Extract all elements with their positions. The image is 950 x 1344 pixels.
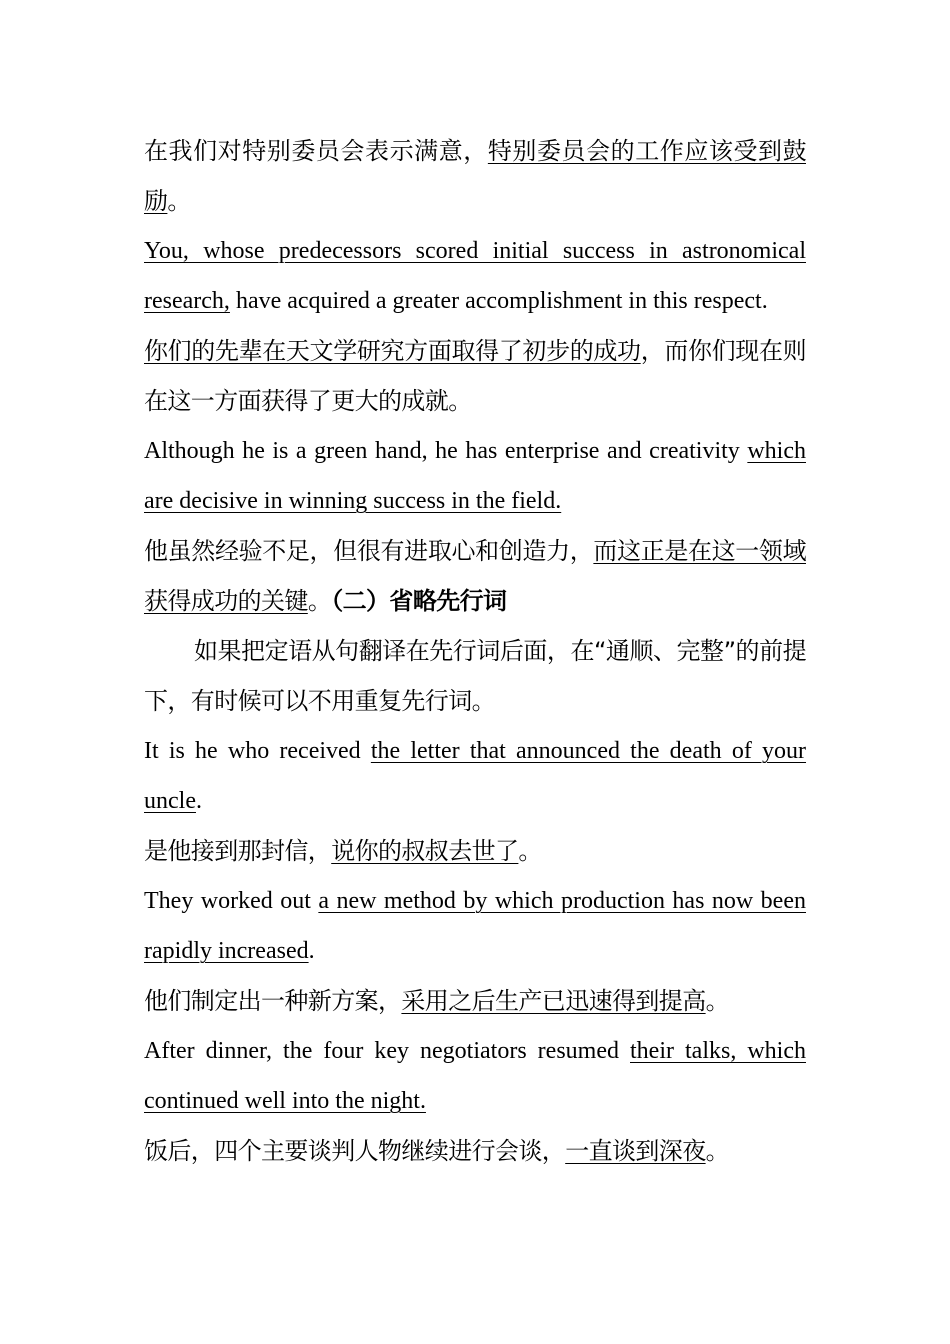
paragraph-en (144, 1026, 806, 1126)
text-run: 他虽然经验不足，但很有进取心和创造力， (144, 537, 594, 565)
text-run: 是他接到那封信， (144, 837, 332, 865)
text-run: 他们制定出一种新方案， (144, 987, 402, 1015)
underlined-run: You, whose predecessors scored initial success in astronomical research, (144, 238, 806, 314)
paragraph-en (144, 876, 806, 976)
paragraph-en (144, 426, 806, 526)
paragraph-zh-indented (144, 626, 806, 726)
text-run: 如果把定语从句翻译在先行词后面，在“通顺、完整”的前提下，有时候可以不用重复先行词。 (144, 637, 806, 715)
underlined-run: the letter that announced the death of your uncle (144, 738, 807, 814)
underlined-run: 说你的叔叔去世了 (331, 837, 519, 865)
text-run: 。 (705, 1137, 730, 1165)
paragraph-en (144, 226, 806, 326)
underlined-run: which are decisive in winning success in the field. (144, 438, 806, 514)
text-run: 。 (307, 587, 332, 615)
paragraph-zh (144, 1126, 806, 1176)
underlined-run: 特别委员会的工作应该受到鼓励 (144, 137, 806, 215)
text-run: Although he is a green hand, he has enterprise and creativity (144, 438, 748, 464)
text-run: . (308, 938, 315, 964)
text-run: They worked out (144, 888, 319, 914)
text-run: . (195, 788, 202, 814)
document-page (144, 126, 806, 1176)
paragraph-zh (144, 976, 806, 1026)
section-heading: （二）省略先行词 (331, 587, 507, 615)
text-run: have acquired a greater accomplishment in this respect. (229, 288, 768, 314)
text-run: After dinner, the four key negotiators resumed (144, 1038, 630, 1064)
paragraph-zh (144, 526, 806, 626)
text-run: ，而你们现在则在这一方面获得了更大的成就。 (144, 337, 806, 415)
paragraph-en (144, 726, 806, 826)
paragraph-zh (144, 826, 806, 876)
text-run: 在我们对特别委员会表示满意， (144, 137, 488, 165)
underlined-run: 采用之后生产已迅速得到提高 (401, 987, 706, 1015)
paragraph-zh (144, 126, 806, 226)
text-run: 。 (167, 187, 191, 215)
underlined-run: 一直谈到深夜 (565, 1137, 706, 1165)
text-run: 。 (518, 837, 542, 865)
text-run: 。 (705, 987, 730, 1015)
underlined-run: their talks, which continued well into the night. (144, 1038, 806, 1114)
text-run: It is he who received (144, 738, 371, 764)
underlined-run: a new method by which production has now been rapidly increased (144, 888, 806, 964)
underlined-run: 你们的先辈在天文学研究方面取得了初步的成功 (144, 337, 641, 365)
underlined-run: 而这正是在这一领域获得成功的关键 (144, 537, 806, 615)
paragraph-zh (144, 326, 806, 426)
text-run: 饭后，四个主要谈判人物继续进行会谈， (144, 1137, 566, 1165)
